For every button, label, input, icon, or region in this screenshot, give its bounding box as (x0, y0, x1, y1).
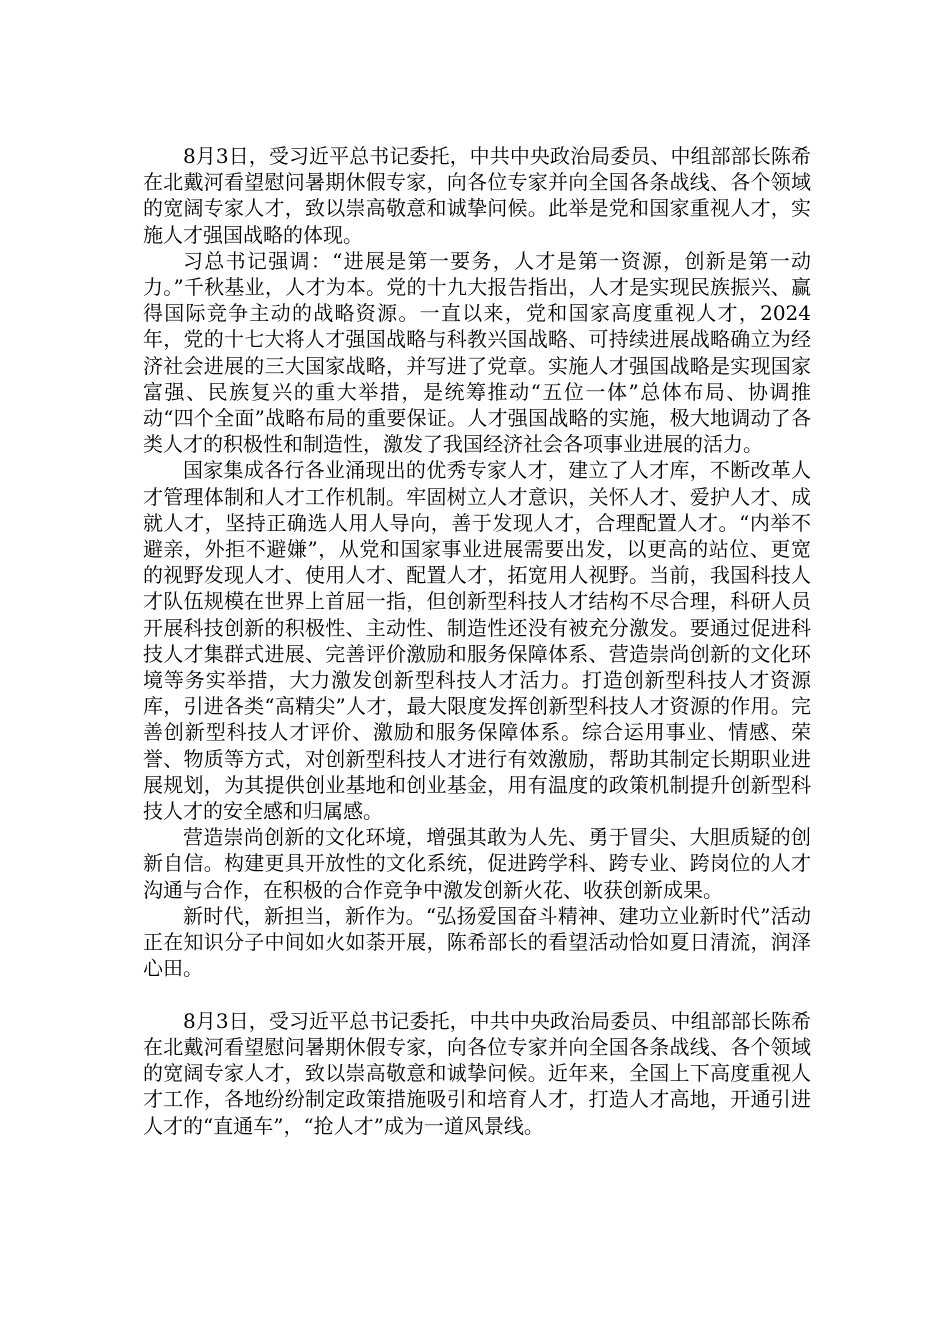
paragraph-3: 国家集成各行各业涌现出的优秀专家人才，建立了人才库，不断改革人才管理体制和人才工作机制。牢固树立人才意识，关怀人才、爱护人才、成就人才，坚持正确选人用人导向，善于发现人才，合理配置人才。“内举不避亲，外拒不避嫌”，从党和国家事业进展需要出发，以更高的站位、更宽的视野发现人才、使用人才、配置人才，拓宽用人视野。当前，我国科技人才队伍规模在世界上首屈一指，但创新型科技人才结构不尽合理，科研人员开展科技创新的积极性、主动性、制造性还没有被充分激发。要通过促进科技人才集群式进展、完善评价激励和服务保障体系、营造崇尚创新的文化环境等务实举措，大力激发创新型科技人才活力。打造创新型科技人才资源库，引进各类“高精尖”人才，最大限度发挥创新型科技人才资源的作用。完善创新型科技人才评价、激励和服务保障体系。综合运用事业、情感、荣誉、物质等方式，对创新型科技人才进行有效激励，帮助其制定长期职业进展规划，为其提供创业基地和创业基金，用有温度的政策机制提升创新型科技人才的安全感和归属感。 (143, 458, 811, 824)
paragraph-5: 新时代，新担当，新作为。“弘扬爱国奋斗精神、建功立业新时代”活动正在知识分子中间如火如荼开展，陈希部长的看望活动恰如夏日清流，润泽心田。 (143, 903, 811, 981)
paragraph-6: 8月3日，受习近平总书记委托，中共中央政治局委员、中组部部长陈希在北戴河看望慰问暑期休假专家，向各位专家并向全国各条战线、各个领域的宽阔专家人才，致以崇高敬意和诚挚问候。近年来，全国上下高度重视人才工作，各地纷纷制定政策措施吸引和培育人才，打造人才高地，开通引进人才的“直通车”，“抢人才”成为一道风景线。 (143, 1008, 811, 1138)
paragraph-2: 习总书记强调：“进展是第一要务，人才是第一资源，创新是第一动力。”千秋基业，人才为本。党的十九大报告指出，人才是实现民族振兴、赢得国际竞争主动的战略资源。一直以来，党和国家高度重视人才，2024年，党的十七大将人才强国战略与科教兴国战略、可持续进展战略确立为经济社会进展的三大国家战略，并写进了党章。实施人才强国战略是实现国家富强、民族复兴的重大举措，是统筹推动“五位一体”总体布局、协调推动“四个全面”战略布局的重要保证。人才强国战略的实施，极大地调动了各类人才的积极性和制造性，激发了我国经济社会各项事业进展的活力。 (143, 248, 811, 457)
paragraph-4: 营造崇尚创新的文化环境，增强其敢为人先、勇于冒尖、大胆质疑的创新自信。构建更具开放性的文化系统，促进跨学科、跨专业、跨岗位的人才沟通与合作，在积极的合作竞争中激发创新火花、收获创新成果。 (143, 825, 811, 902)
document-body (143, 143, 811, 1139)
paragraph-1: 8月3日，受习近平总书记委托，中共中央政治局委员、中组部部长陈希在北戴河看望慰问暑期休假专家，向各位专家并向全国各条战线、各个领域的宽阔专家人才，致以崇高敬意和诚挚问候。此举是党和国家重视人才，实施人才强国战略的体现。 (143, 144, 811, 247)
paragraph-spacer (143, 982, 811, 1008)
